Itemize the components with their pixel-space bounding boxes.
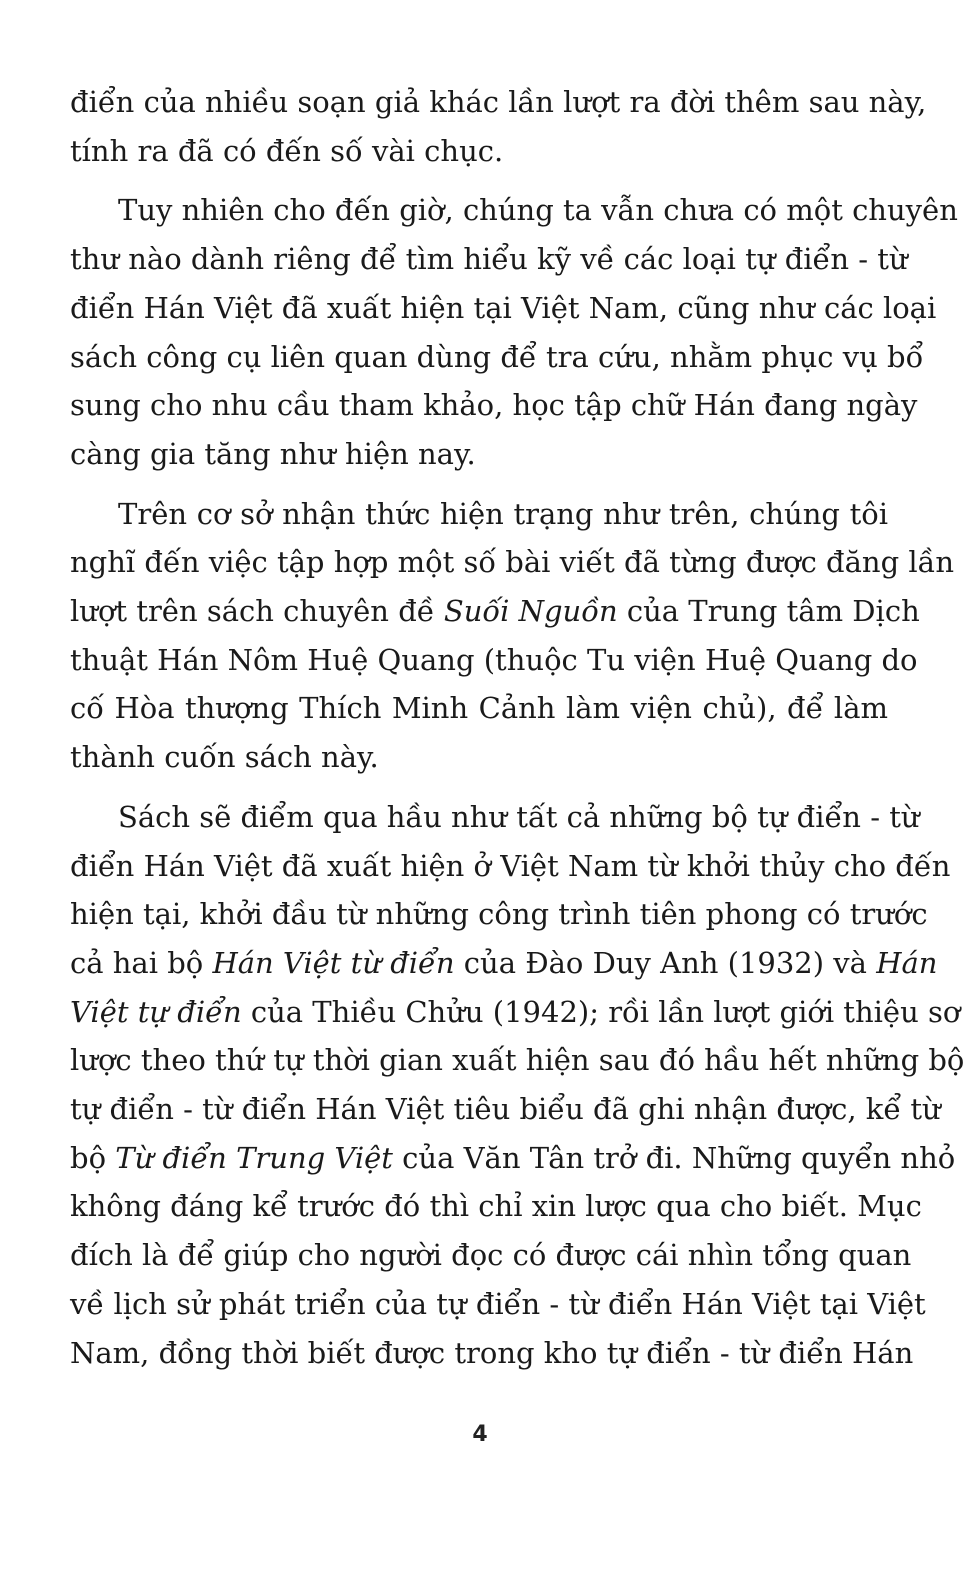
paragraph xyxy=(70,490,955,782)
text-line xyxy=(70,988,961,1037)
text-run: hiện tại, khởi đầu từ những công trình tiên phong có trước xyxy=(70,897,928,932)
italic-title: Suối Nguồn xyxy=(443,594,618,629)
text-line xyxy=(70,793,920,842)
text-run: tính ra đã có đến số vài chục. xyxy=(70,133,504,168)
text-line xyxy=(70,235,908,284)
text-run: điển Hán Việt đã xuất hiện tại Việt Nam, cũng như các loại xyxy=(70,290,937,325)
text-run: điển Hán Việt đã xuất hiện ở Việt Nam từ khởi thủy cho đến xyxy=(70,848,951,883)
paragraph xyxy=(70,78,927,175)
text-run: Tuy nhiên cho đến giờ, chúng ta vẫn chưa có một chuyên xyxy=(118,193,958,228)
text-line xyxy=(70,1329,914,1378)
text-line xyxy=(70,1280,926,1329)
text-run: sách công cụ liên quan dùng để tra cứu, nhằm phục vụ bổ xyxy=(70,339,924,374)
text-line xyxy=(70,127,888,176)
text-run: tự điển - từ điển Hán Việt tiêu biểu đã ghi nhận được, kể từ xyxy=(70,1092,941,1127)
text-line xyxy=(70,842,951,891)
text-run: của Đào Duy Anh (1932) và xyxy=(454,945,877,980)
text-line xyxy=(70,284,937,333)
text-run: nghĩ đến việc tập hợp một số bài viết đã từng được đăng lần xyxy=(70,545,955,580)
text-line xyxy=(70,430,888,479)
text-line xyxy=(70,333,924,382)
text-line xyxy=(70,381,918,430)
text-line xyxy=(70,186,958,235)
text-run: Nam, đồng thời biết được trong kho tự điển - từ điển Hán xyxy=(70,1335,914,1370)
text-run: Trên cơ sở nhận thức hiện trạng như trên, chúng tôi xyxy=(118,496,888,531)
text-line xyxy=(70,733,888,782)
text-line xyxy=(70,890,928,939)
text-run: của Văn Tân trở đi. Những quyển nhỏ xyxy=(392,1140,956,1175)
text-run: thành cuốn sách này. xyxy=(70,740,379,775)
text-line xyxy=(70,939,938,988)
text-run: điển của nhiều soạn giả khác lần lượt ra đời thêm sau này, xyxy=(70,85,927,119)
italic-title: Việt tự điển xyxy=(70,994,242,1029)
text-line xyxy=(70,1085,941,1134)
text-run: của Thiều Chửu (1942); rồi lần lượt giới thiệu sơ xyxy=(241,994,961,1029)
text-run: lượt trên sách chuyên đề xyxy=(70,594,444,629)
italic-title: Hán Việt từ điển xyxy=(212,945,455,980)
text-run: thư nào dành riêng để tìm hiểu kỹ về các loại tự điển - từ xyxy=(70,242,908,277)
text-run: cả hai bộ xyxy=(70,945,213,980)
paragraph xyxy=(70,793,965,1377)
italic-title: Hán xyxy=(876,945,938,980)
text-line xyxy=(70,490,888,539)
text-line xyxy=(70,1134,956,1183)
text-run: càng gia tăng như hiện nay. xyxy=(70,436,476,471)
text-line xyxy=(70,1231,912,1280)
text-line xyxy=(70,587,920,636)
text-run: của Trung tâm Dịch xyxy=(617,594,920,629)
text-line xyxy=(70,1182,922,1231)
text-run: về lịch sử phát triển của tự điển - từ điển Hán Việt tại Việt xyxy=(70,1286,926,1321)
text-run: đích là để giúp cho người đọc có được cái nhìn tổng quan xyxy=(70,1238,912,1273)
text-run: không đáng kể trước đó thì chỉ xin lược qua cho biết. Mục xyxy=(70,1189,922,1224)
text-line xyxy=(70,684,888,733)
text-line xyxy=(70,1036,965,1085)
page-number: 4 xyxy=(472,1422,488,1447)
text-run: thuật Hán Nôm Huệ Quang (thuộc Tu viện Huệ Quang do xyxy=(70,642,918,677)
page-body xyxy=(70,78,965,1388)
text-line xyxy=(70,636,918,685)
text-run: lược theo thứ tự thời gian xuất hiện sau đó hầu hết những bộ xyxy=(70,1043,965,1078)
text-line xyxy=(70,538,955,587)
text-run: cố Hòa thượng Thích Minh Cảnh làm viện chủ), để làm xyxy=(70,691,888,726)
paragraph xyxy=(70,186,958,478)
italic-title: Từ điển Trung Việt xyxy=(115,1140,393,1175)
text-run: sung cho nhu cầu tham khảo, học tập chữ Hán đang ngày xyxy=(70,388,918,423)
text-run: bộ xyxy=(70,1140,116,1175)
text-line xyxy=(70,78,927,127)
text-run: Sách sẽ điểm qua hầu như tất cả những bộ tự điển - từ xyxy=(118,799,920,834)
text-content xyxy=(70,78,965,1377)
